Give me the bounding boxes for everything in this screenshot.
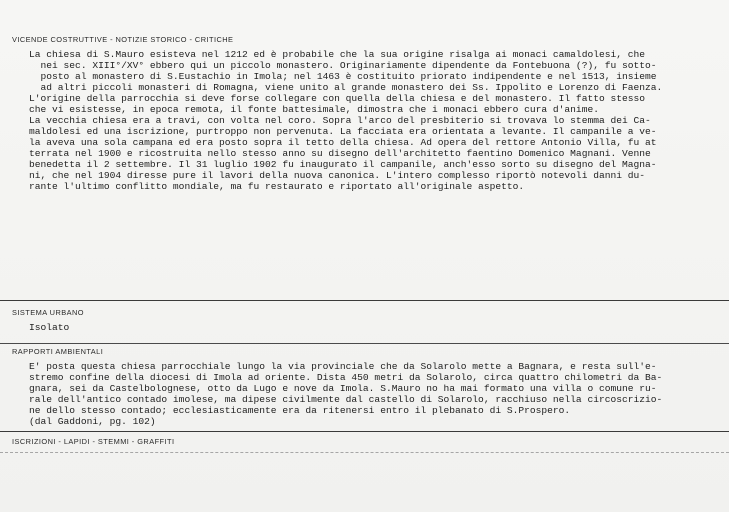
rapporti-line: E' posta questa chiesa parrocchiale lungo la via provinciale che da Solarolo mette a Bagnara, e resta sull'e- — [29, 361, 657, 372]
section-title-sistema-urbano: SISTEMA URBANO — [12, 308, 85, 317]
vicende-line: L'origine della parrocchia si deve forse collegare con quella della chiesa e del monastero. Il fatto stesso — [29, 93, 646, 104]
rapporti-line: ne dello stesso contado; ecclesiasticamente era da ritenersi entro il plebanato di S.Prospero. — [29, 405, 571, 416]
vicende-line: terrata nel 1900 e ricostruita nello stesso anno su disegno dell'architetto faentino Domenico Magnani. Venne — [29, 148, 651, 159]
vicende-line: maldolesi ed una iscrizione, purtroppo non pervenuta. La facciata era orientata a levante. Il campanile a ve- — [29, 126, 657, 137]
rapporti-line: (dal Gaddoni, pg. 102) — [29, 416, 156, 427]
vicende-line: ni, che nel 1904 diresse pure il lavori della nuova canonica. L'intero complesso riportò notevoli danni du- — [29, 170, 646, 181]
vicende-line: benedetta il 2 settembre. Il 31 luglio 1902 fu inaugurato il campanile, anch'esso sorto su disegno del Magna- — [29, 159, 657, 170]
rapporti-line: rale dell'antico contado imolese, ma dipese civilmente dal castello di Solarolo, racchiuso nella circoscrizio- — [29, 394, 663, 405]
rapporti-text-block — [29, 361, 719, 427]
section-title-vicende: VICENDE COSTRUTTIVE - NOTIZIE STORICO - CRITICHE — [12, 35, 234, 44]
section-title-rapporti: RAPPORTI AMBIENTALI — [12, 347, 104, 356]
dashed-guide — [0, 452, 729, 453]
vicende-line: che vi esistesse, in epoca remota, il fonte battesimale, dimostra che i monaci ebbero cura d'anime. — [29, 104, 599, 115]
vicende-line: la aveva una sola campana ed era posto sopra il tetto della chiesa. Ad opera del rettore Antonio Villa, fu at — [29, 137, 657, 148]
rapporti-line: stremo confine della diocesi di Imola ad oriente. Dista 450 metri da Solarolo, circa quattro chilometri da Ba- — [29, 372, 663, 383]
vicende-line: posto al monastero di S.Eustachio in Imola; nel 1463 è costituito priorato indipendente e nel 1513, insieme — [29, 71, 657, 82]
vicende-line: La vecchia chiesa era a travi, con volta nel coro. Sopra l'arco del presbiterio si trovava lo stemma dei Ca- — [29, 115, 651, 126]
vicende-line: rante l'ultimo conflitto mondiale, ma fu restaurato e riportato all'originale aspetto. — [29, 181, 525, 192]
divider-rapporti — [0, 343, 729, 344]
divider-sistema-urbano — [0, 300, 729, 301]
divider-iscrizioni — [0, 431, 729, 432]
sistema-urbano-value: Isolato — [29, 322, 70, 333]
vicende-line: ad altri piccoli monasteri di Romagna, viene unito al grande monastero dei Ss. Ippolito e Lorenzo di Faenza. — [29, 82, 663, 93]
rapporti-line: gnara, sei da Castelbolognese, otto da Lugo e nove da Imola. S.Mauro no ha mai formato una villa o comune ru- — [29, 383, 657, 394]
section-title-iscrizioni: ISCRIZIONI - LAPIDI - STEMMI - GRAFFITI — [12, 437, 175, 446]
vicende-line: La chiesa di S.Mauro esisteva nel 1212 ed è probabile che la sua origine risalga ai monaci camaldolesi, che — [29, 49, 646, 60]
vicende-text-block — [29, 49, 719, 192]
vicende-line: nei sec. XIII°/XV° ebbero qui un piccolo monastero. Originariamente dipendente da Fontebuona (?), fu sotto- — [29, 60, 657, 71]
